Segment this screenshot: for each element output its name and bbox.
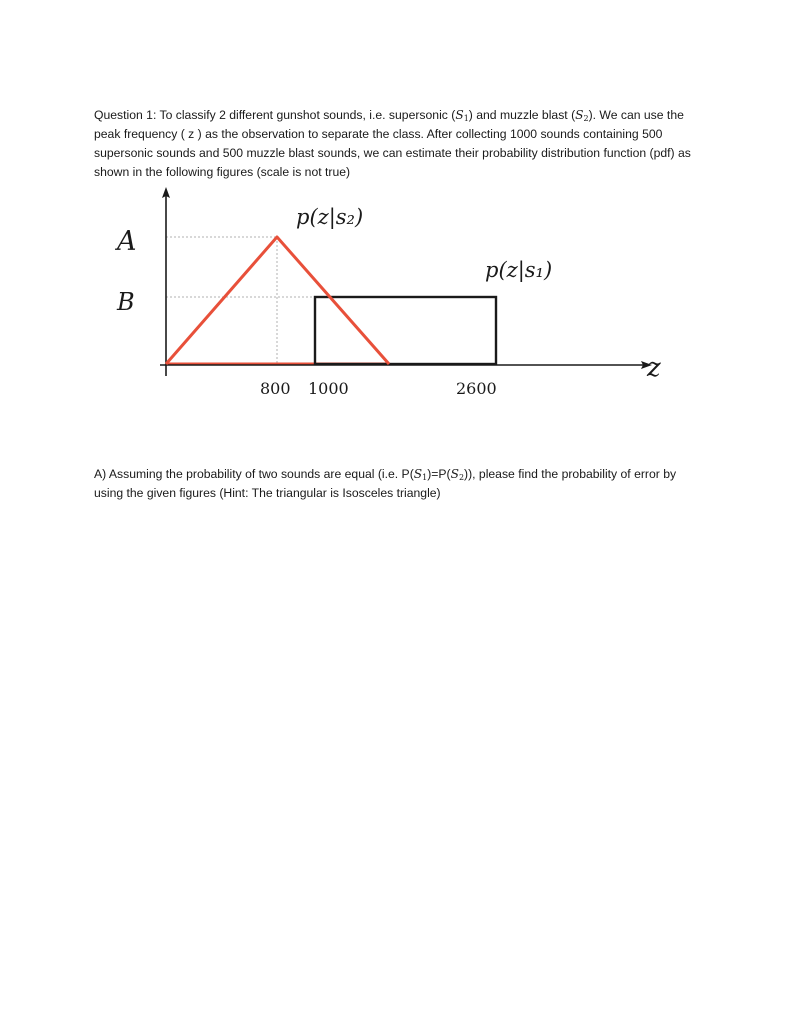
series-label-p-s2: p(z|s₂) [296, 205, 364, 229]
pdf-chart [100, 186, 690, 411]
s2-symbol: $S_2$ [450, 467, 465, 483]
x-tick-1000: 1000 [308, 379, 349, 398]
s2-symbol: $S_2$ [575, 108, 589, 124]
y-label-b: B [117, 288, 135, 316]
y-label-a: A [117, 226, 137, 257]
part-a-text: A) Assuming the probability of two sounds are equal (i.e. $P(S_1)=P(S_2)$), please find the probability of error by using the given figures (Hint: The triangular is Isosceles triangle) [94, 467, 677, 501]
series-label-p-s1: p(z|s₁) [485, 258, 553, 282]
s1-symbol: $S_1$ [413, 467, 428, 483]
question-text: Question 1: To classify 2 different gunshot sounds, i.e. supersonic $(S_1)$ and muzzle blast $(S_2)$. We can use the peak frequency ( z ) as the observation to separate the class. After collecting 1000 sounds containing 500 supersonic sounds and 500 muzzle blast sounds, we can estimate their probability distribution function (pdf) as shown in the following figures (scale is not true) [94, 108, 691, 180]
series-p-s2-triangle [166, 237, 389, 364]
x-tick-800: 800 [260, 379, 291, 398]
x-tick-2600: 2600 [456, 379, 497, 398]
series-p-s1-rect [315, 297, 496, 364]
s1-symbol: $S_1$ [455, 108, 469, 124]
x-axis-label: z [647, 353, 661, 383]
